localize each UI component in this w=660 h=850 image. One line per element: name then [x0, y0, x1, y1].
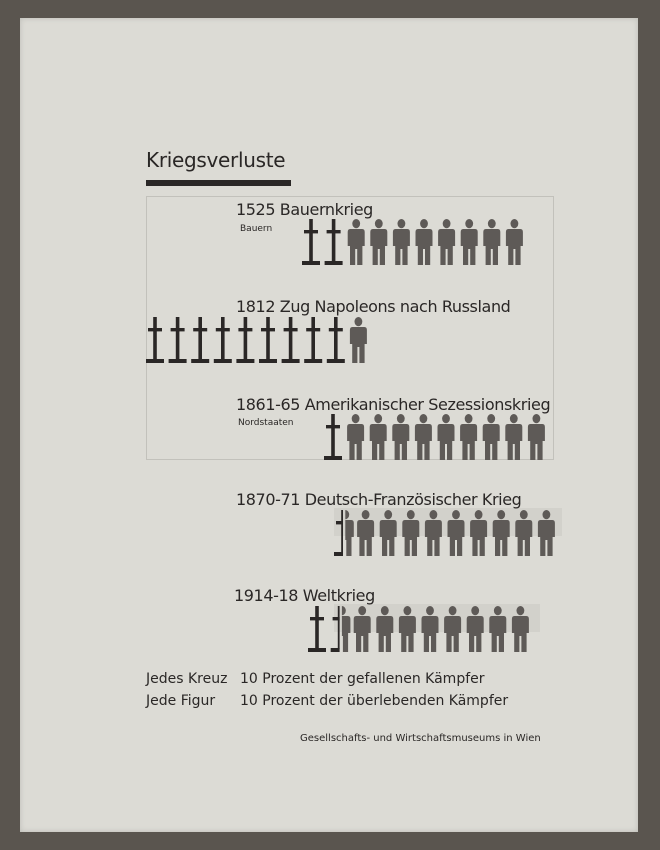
figure-symbol [425, 510, 442, 556]
figure-symbol [350, 317, 367, 363]
figure-symbol [380, 510, 397, 556]
figure-symbol [333, 606, 350, 652]
row-sublabel: Bauern [240, 224, 273, 234]
figure-symbol [392, 414, 409, 460]
legend-figure-text: 10 Prozent der überlebenden Kämpfer [240, 693, 509, 709]
figure-symbol [460, 414, 477, 460]
cross-symbol [304, 317, 322, 363]
figure-symbol [415, 414, 432, 460]
row-label: 1914-18 Weltkrieg [234, 586, 375, 605]
cross-symbol [169, 317, 187, 363]
row-label: 1861-65 Amerikanischer Sezessionskrieg [236, 395, 551, 414]
cross-symbol [146, 317, 164, 363]
figure-symbol [438, 219, 455, 265]
row-sublabel: Nordstaaten [238, 418, 294, 428]
figure-symbol [376, 606, 393, 652]
figure-symbol [512, 606, 529, 652]
legend-cross-symbol: Jedes Kreuz [146, 671, 228, 687]
cross-symbol [191, 317, 209, 363]
figure-symbol [438, 414, 455, 460]
figure-symbol [422, 606, 439, 652]
figure-symbol [357, 510, 374, 556]
figure-symbol [337, 510, 354, 556]
cross-symbol [236, 317, 254, 363]
figure-symbol [402, 510, 419, 556]
figure-symbol [489, 606, 506, 652]
figure-symbol [528, 414, 545, 460]
figure-symbol [467, 606, 484, 652]
cross-symbol [325, 219, 343, 265]
figure-symbol [444, 606, 461, 652]
cross-symbol [259, 317, 277, 363]
cross-symbol [282, 317, 300, 363]
figure-symbol [448, 510, 465, 556]
figure-symbol [393, 219, 410, 265]
cross-symbol [302, 219, 320, 265]
figure-symbol [538, 510, 555, 556]
figure-symbol [399, 606, 416, 652]
figure-symbol [370, 219, 387, 265]
figure-symbol [505, 414, 522, 460]
museum-credit: Gesellschafts- und Wirtschaftsmuseums in Wien [300, 733, 541, 744]
row-label: 1870-71 Deutsch-Französischer Krieg [236, 490, 522, 509]
cross-symbol [327, 317, 345, 363]
figure-symbol [483, 414, 500, 460]
cross-symbol [214, 317, 232, 363]
figure-symbol [348, 219, 365, 265]
figure-symbol [470, 510, 487, 556]
row-label: 1812 Zug Napoleons nach Russland [236, 297, 511, 316]
cross-symbol [308, 606, 326, 652]
figure-symbol [347, 414, 364, 460]
figure-symbol [506, 219, 523, 265]
figure-symbol [370, 414, 387, 460]
legend-figure-symbol: Jede Figur [146, 693, 216, 709]
figure-symbol [483, 219, 500, 265]
figure-symbol [515, 510, 532, 556]
figure-symbol [354, 606, 371, 652]
chart-title: Kriegsverluste [146, 148, 286, 172]
legend-cross-text: 10 Prozent der gefallenen Kämpfer [240, 671, 485, 687]
figure-symbol [461, 219, 478, 265]
figure-symbol [416, 219, 433, 265]
row-label: 1525 Bauernkrieg [236, 200, 373, 219]
cross-symbol [324, 414, 342, 460]
figure-symbol [493, 510, 510, 556]
